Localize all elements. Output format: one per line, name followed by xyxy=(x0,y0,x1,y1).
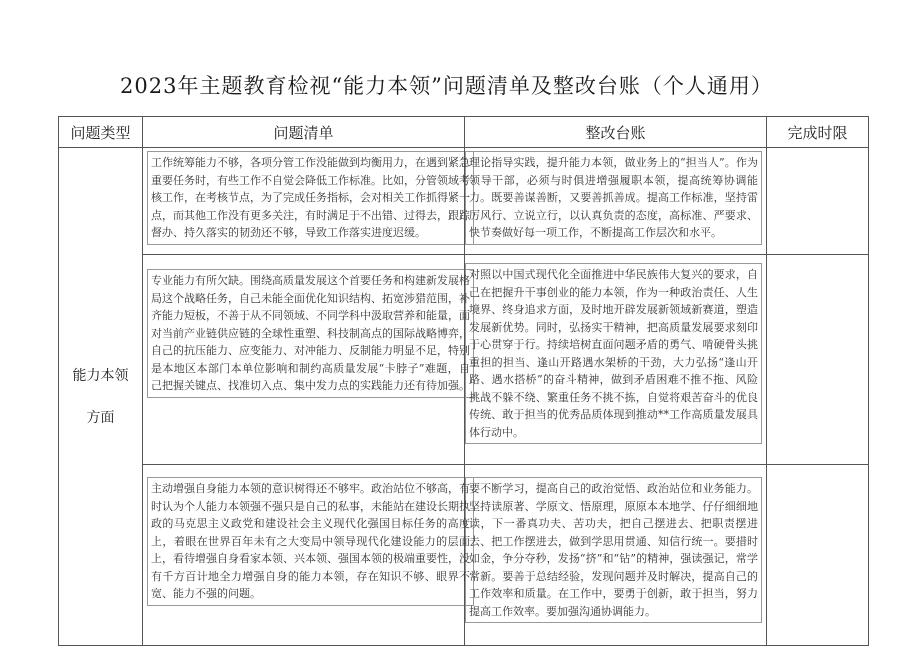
problem-text: 专业能力有所欠缺。围绕高质量发展这个首要任务和构建新发展格局这个战略任务，自己未能全面优化知识结构、拓宽涉猎范围，补齐能力短板，不善于从不同领域、不同学科中汲取营养和能量，面对当前产业链供应链的全球性重塑、科技制高点的国际战略博弈，自己的抗压能力、应变能力、对冲能力、反制能力明显不足，特别是本地区本部门本单位影响和制约高质量发展“卡脖子”难题，自己把握关键点、找准切入点、集中发力点的实践能力还有待加强。 xyxy=(147,269,474,398)
deadline-cell xyxy=(767,148,869,255)
deadline-cell xyxy=(767,465,869,646)
header-rectification-ledger: 整改台账 xyxy=(465,117,767,148)
table-row xyxy=(59,255,869,465)
rectification-ledger-table xyxy=(58,116,869,646)
problem-cell xyxy=(143,255,470,465)
problem-cell xyxy=(143,148,470,255)
deadline-cell xyxy=(767,255,869,465)
problem-cell xyxy=(143,465,470,646)
rectification-text: 理论指导实践，提升能力本领，做业务上的“担当人”。作为领导干部，必须与时俱进增强履职本领，提高统筹协调能力。既要善谋善断，又要善抓善成。提高工作标准，坚持雷厉风行、立说立行，以认真负责的态度，高标准、严要求、快节奏做好每一项工作，不断提高工作层次和水平。 xyxy=(465,151,762,245)
table-row xyxy=(59,465,869,646)
table-row xyxy=(59,148,869,255)
rectification-text: 对照以中国式现代化全面推进中华民族伟大复兴的要求，自己在把握升干事创业的能力本领，作为一种政治责任、人生境界、终身追求方面，及时地开辟发展新领域新赛道，塑造发展新优势。同时，弘扬实干精神，把高质量发展要求刻印于心贯穿于行。持续培树直面问题矛盾的勇气、啃硬骨头挑重担的担当、逢山开路遇水架桥的干劲，大力弘扬“逢山开路、遇水搭桥”的奋斗精神，做到矛盾困难不推不拖、风险挑战不躲不绕、繁重任务不挑不拣，自觉将艰苦奋斗的优良传统、敢于担当的优秀品质体现到推动**工作高质量发展具体行动中。 xyxy=(465,263,762,444)
rectification-cell xyxy=(465,148,767,255)
rectification-cell xyxy=(465,465,767,646)
category-cell xyxy=(59,148,143,646)
category-label-line1: 能力本领 xyxy=(72,367,129,384)
problem-text: 主动增强自身能力本领的意识树得还不够牢。政治站位不够高，有时认为个人能力本领强不强只是自己的私事，未能站在建设长期执政的马克思主义政党和建设社会主义现代化强国目标任务的高度上，着眼在世界百年未有之大变局中领导现代化建设能力的层面上，看待增强自身看家本领、兴本领、强国本领的极端重要性，没有千方百计地全力增强自身的能力本领，存在知识不够、眼界不宽、能力不强的问题。 xyxy=(147,477,474,606)
header-completion-deadline: 完成时限 xyxy=(767,117,869,148)
rectification-cell xyxy=(465,255,767,465)
rectification-text: 要不断学习，提高自己的政治觉悟、政治站位和业务能力。坚持读原著、学原文、悟原理，原原本本地学、仔仔细细地读，下一番真功夫、苦功夫，把自己摆进去、把职责摆进去、把工作摆进去，做到学思用贯通、知信行统一。要措时如金，争分夺秒，发扬“挤”和“钻”的精神，强读强记，常学常新。要善于总结经验，发现问题并及时解决，提高自己的工作效率和质量。在工作中，要勇于创新，敢于担当，努力提高工作效率。要加强沟通协调能力。 xyxy=(465,477,762,623)
problem-text: 工作统筹能力不够，各项分管工作没能做到均衡用力，在遇到紧急重要任务时，有些工作不自觉会降低工作标准。比如，分管领域考核工作，在考核节点，为了完成任务指标，会对相关工作抓得紧一点，而其他工作没有更多关注，有时满足于不出错、过得去，跟踪督办、持久落实的韧劲还不够，导致工作落实进度迟缓。 xyxy=(147,151,474,245)
table-header-row xyxy=(59,117,869,148)
header-problem-type: 问题类型 xyxy=(59,117,143,148)
header-problem-list: 问题清单 xyxy=(143,117,465,148)
document-title: 2023年主题教育检视“能力本领”问题清单及整改台账（个人通用） xyxy=(120,74,773,98)
category-label-line2: 方面 xyxy=(86,409,115,426)
